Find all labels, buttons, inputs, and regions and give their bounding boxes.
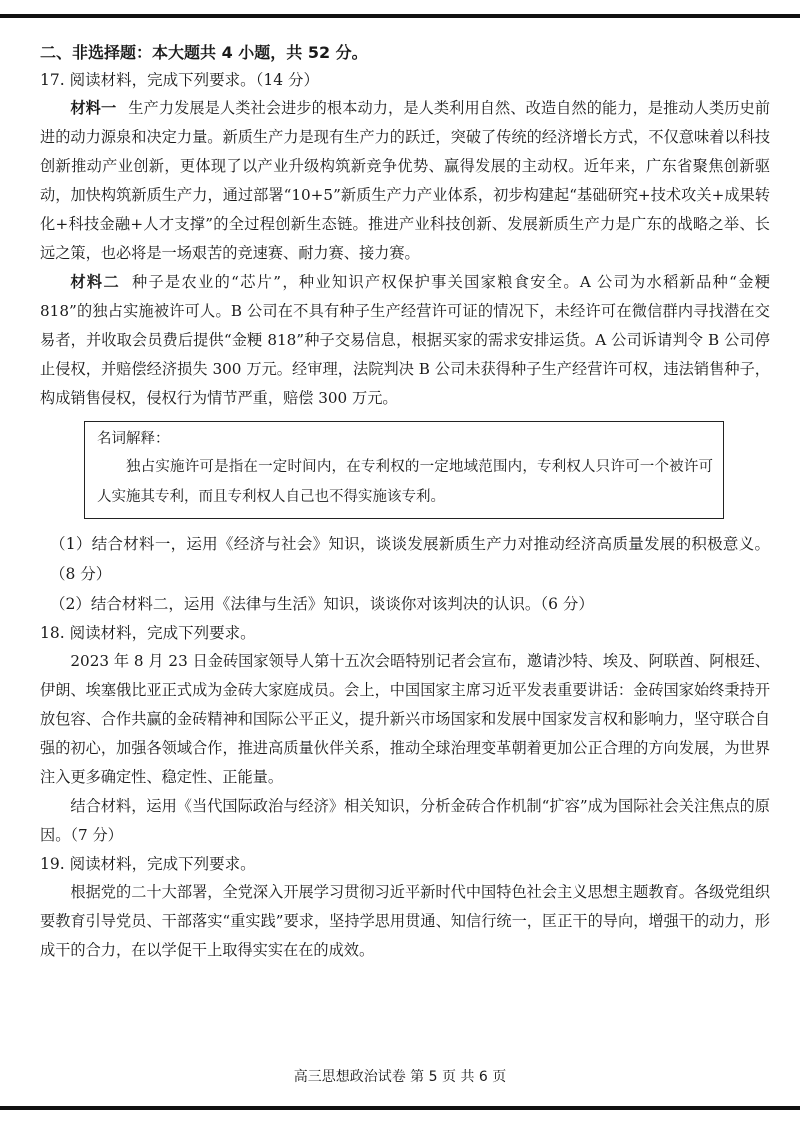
q18-material: 2023 年 8 月 23 日金砖国家领导人第十五次会晤特别记者会宣布，邀请沙特、埃及、阿联酋、阿根廷、伊朗、埃塞俄比亚正式成为金砖大家庭成员。会上，中国国家主席习近平发表重要讲话：金砖国家始终秉持开放包容、合作共赢的金砖精神和国际公平正义，提升新兴市场国家和发展中国家发言权和影响力，坚守联合自强的初心，加强各领域合作，推进高质量伙伴关系，推动全球治理变革朝着更加公正合理的方向发展，为世界注入更多确定性、稳定性、正能量。 — [40, 652, 770, 786]
q17-sub-question-2: （2）结合材料二，运用《法律与生活》知识，谈谈你对该判决的认识。（6 分） — [50, 595, 594, 613]
top-rule — [0, 14, 800, 18]
material-2-tag: 材料二 — [70, 273, 120, 291]
material-1-text: 生产力发展是人类社会进步的根本动力，是人类利用自然、改造自然的能力，是推动人类历史前进的动力源泉和决定力量。新质生产力是现有生产力的跃迁，突破了传统的经济增长方式，不仅意味着以科技创新推动产业创新，更体现了以产业升级构筑新竞争优势、赢得发展的主动权。近年来，广东省聚焦创新驱动，加快构筑新质生产力，通过部署“10+5”新质生产力产业体系，初步构建起“基础研究+技术攻关+成果转化+科技金融+人才支撑”的全过程创新生态链。推进产业科技创新、发展新质生产力是广东的战略之举、长远之策，也必将是一场艰苦的竞速赛、耐力赛、接力赛。 — [40, 99, 771, 262]
material-2-text: 种子是农业的“芯片”，种业知识产权保护事关国家粮食安全。A 公司为水稻新品种“金粳 818”的独占实施被许可人。B 公司在不具有种子生产经营许可证的情况下，未经许可在微信群内寻找潜在交易者，并收取会员费后提供“金粳 818”种子交易信息，根据买家的需求安排运货。A 公司诉请判令 B 公司停止侵权，并赔偿经济损失 300 万元。经审理，法院判决 B 公司未获得种子生产经营许可权，违法销售种子，构成销售侵权，侵权行为情节严重，赔偿 300 万元。 — [40, 273, 770, 407]
bottom-rule — [0, 1106, 800, 1110]
glossary-body: 独占实施许可是指在一定时间内，在专利权的一定地域范围内，专利权人只许可一个被许可人实施其专利，而且专利权人自己也不得实施该专利。 — [97, 459, 713, 505]
glossary-title: 名词解释： — [97, 431, 170, 447]
material-1-tag: 材料一 — [70, 99, 117, 117]
q17-material-1 — [40, 94, 770, 268]
q17-material-2 — [40, 268, 770, 413]
q19-material: 根据党的二十大部署，全党深入开展学习贯彻习近平新时代中国特色社会主义思想主题教育。各级党组织要教育引导党员、干部落实“重实践”要求，坚持学思用贯通、知信行统一，匡正干的导向，增强干的动力，形成干的合力，在以学促干上取得实实在在的成效。 — [40, 883, 770, 959]
exam-page — [40, 40, 770, 965]
question-19-heading: 19. 阅读材料，完成下列要求。 — [40, 855, 256, 873]
page-footer: 高三思想政治试卷 第 5 页 共 6 页 — [293, 1069, 507, 1085]
q18-task: 结合材料，运用《当代国际政治与经济》相关知识，分析金砖合作机制“扩容”成为国际社会关注焦点的原因。（7 分） — [40, 797, 770, 844]
q17-sub-question-1: （1）结合材料一，运用《经济与社会》知识，谈谈发展新质生产力对推动经济高质量发展的积极意义。（8 分） — [50, 535, 770, 583]
question-17-heading: 17. 阅读材料，完成下列要求。（14 分） — [40, 71, 319, 89]
section-title: 二、非选择题：本大题共 4 小题，共 52 分。 — [40, 43, 368, 62]
question-18-heading: 18. 阅读材料，完成下列要求。 — [40, 624, 256, 642]
glossary-box — [84, 421, 724, 519]
